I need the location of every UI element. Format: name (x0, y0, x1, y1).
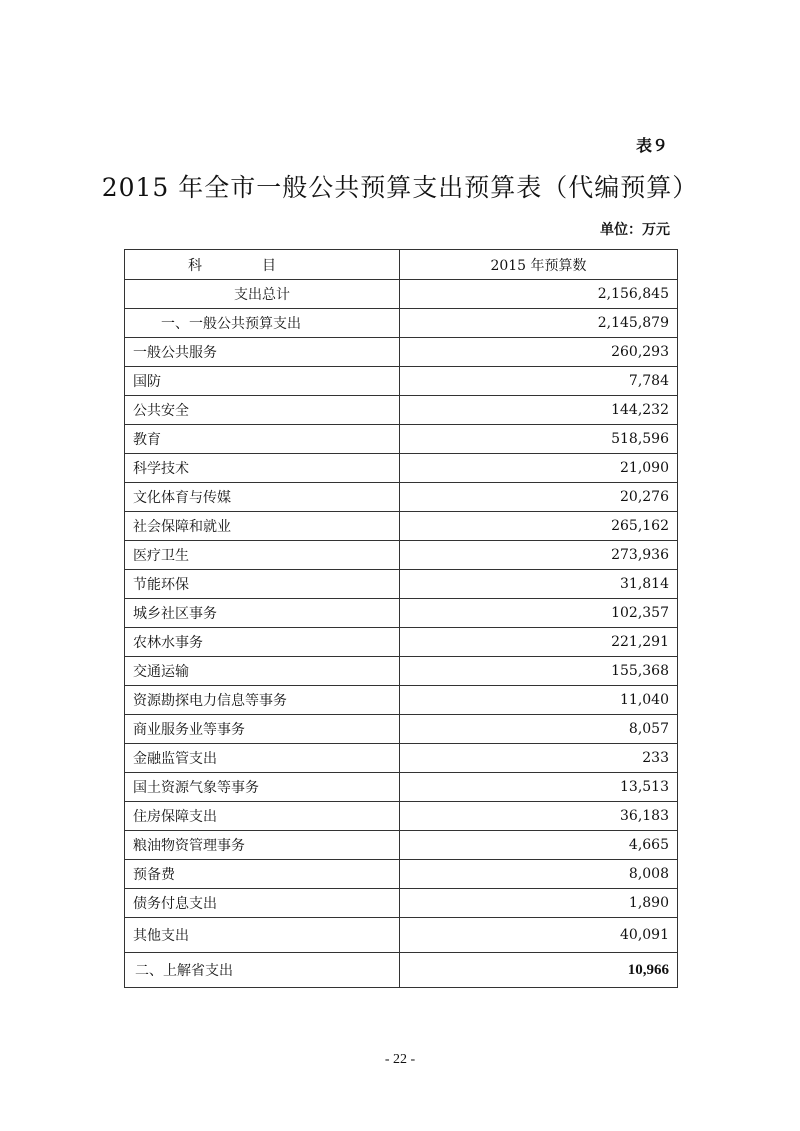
section2-label: 二、上解省支出 (125, 953, 400, 988)
table-row (125, 744, 678, 773)
section1-label: 一、一般公共预算支出 (125, 309, 400, 338)
section2-row (125, 953, 678, 988)
item-label: 金融监管支出 (125, 744, 400, 773)
item-label: 社会保障和就业 (125, 512, 400, 541)
budget-table (124, 249, 678, 988)
table-row (125, 599, 678, 628)
item-value: 260,293 (400, 338, 678, 367)
item-value: 8,057 (400, 715, 678, 744)
table-row (125, 918, 678, 953)
table-row (125, 454, 678, 483)
item-value: 7,784 (400, 367, 678, 396)
item-value: 221,291 (400, 628, 678, 657)
item-value: 102,357 (400, 599, 678, 628)
item-value: 8,008 (400, 860, 678, 889)
item-value: 20,276 (400, 483, 678, 512)
table-row (125, 628, 678, 657)
item-value: 273,936 (400, 541, 678, 570)
total-row (125, 280, 678, 309)
table-row (125, 715, 678, 744)
table-row (125, 541, 678, 570)
table-row (125, 802, 678, 831)
table-row (125, 773, 678, 802)
table-row (125, 512, 678, 541)
item-label: 国土资源气象等事务 (125, 773, 400, 802)
table-row (125, 657, 678, 686)
item-label: 国防 (125, 367, 400, 396)
unit-label: 单位：万元 (600, 222, 670, 238)
item-label: 交通运输 (125, 657, 400, 686)
item-label: 预备费 (125, 860, 400, 889)
section1-row (125, 309, 678, 338)
item-label: 农林水事务 (125, 628, 400, 657)
item-value: 233 (400, 744, 678, 773)
item-label: 其他支出 (125, 918, 400, 953)
section1-value: 2,145,879 (400, 309, 678, 338)
table-row (125, 367, 678, 396)
table-row (125, 860, 678, 889)
item-label: 商业服务业等事务 (125, 715, 400, 744)
item-value: 11,040 (400, 686, 678, 715)
total-value: 2,156,845 (400, 280, 678, 309)
item-label: 住房保障支出 (125, 802, 400, 831)
item-value: 40,091 (400, 918, 678, 953)
table-row (125, 686, 678, 715)
table-row (125, 396, 678, 425)
item-label: 资源勘探电力信息等事务 (125, 686, 400, 715)
item-label: 粮油物资管理事务 (125, 831, 400, 860)
page-title: 2015 年全市一般公共预算支出预算表（代编预算） (101, 173, 699, 202)
item-value: 1,890 (400, 889, 678, 918)
table-row (125, 483, 678, 512)
item-label: 公共安全 (125, 396, 400, 425)
table-header-row (125, 250, 678, 280)
item-value: 155,368 (400, 657, 678, 686)
item-value: 36,183 (400, 802, 678, 831)
table-row (125, 889, 678, 918)
item-value: 31,814 (400, 570, 678, 599)
item-value: 21,090 (400, 454, 678, 483)
table-row (125, 831, 678, 860)
table-row (125, 338, 678, 367)
item-label: 债务付息支出 (125, 889, 400, 918)
section2-value: 10,966 (400, 953, 678, 988)
table-number: 表９ (635, 136, 668, 155)
table-row (125, 570, 678, 599)
item-label: 文化体育与传媒 (125, 483, 400, 512)
item-label: 一般公共服务 (125, 338, 400, 367)
item-label: 科学技术 (125, 454, 400, 483)
item-value: 265,162 (400, 512, 678, 541)
column-header-amount: 2015 年预算数 (400, 250, 678, 280)
item-label: 医疗卫生 (125, 541, 400, 570)
column-header-subject: 科目 (125, 250, 400, 280)
item-label: 教育 (125, 425, 400, 454)
table-row (125, 425, 678, 454)
total-label: 支出总计 (125, 280, 400, 309)
item-value: 4,665 (400, 831, 678, 860)
item-value: 13,513 (400, 773, 678, 802)
item-value: 518,596 (400, 425, 678, 454)
page-number: - 22 - (384, 1052, 416, 1067)
item-value: 144,232 (400, 396, 678, 425)
item-label: 城乡社区事务 (125, 599, 400, 628)
item-label: 节能环保 (125, 570, 400, 599)
